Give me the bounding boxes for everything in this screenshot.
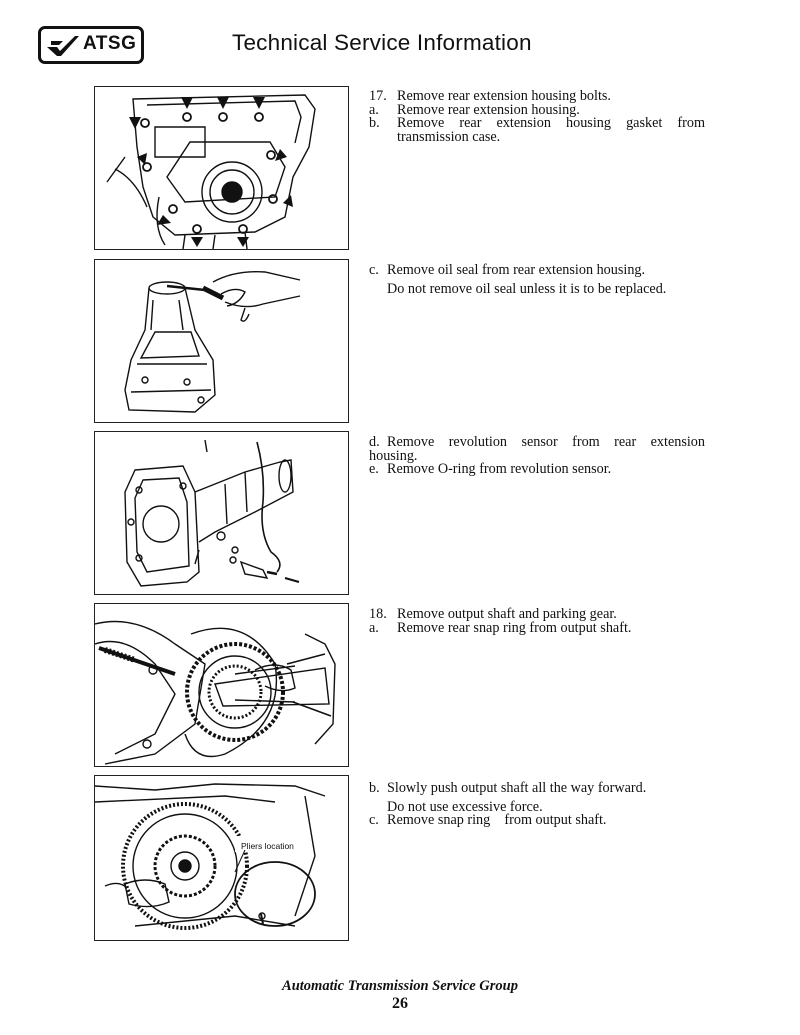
step-marker: c.	[369, 262, 379, 278]
step-marker: e.	[369, 461, 379, 478]
footer-organization: Automatic Transmission Service Group	[282, 978, 518, 994]
step-d-e-block	[369, 436, 705, 477]
step-text: Slowly push output shaft all the way forward.	[387, 780, 647, 796]
step-17-block	[369, 90, 705, 144]
step-text-continued: housing.	[369, 447, 418, 464]
step-marker: 18.	[369, 606, 387, 622]
step-text: Remove rear extension housing bolts.	[397, 88, 611, 104]
step-text: Remove output shaft and parking gear.	[397, 606, 617, 622]
pliers-location-label: Pliers location	[241, 841, 294, 851]
step-marker: a.	[369, 101, 379, 118]
step-text: Remove rear extension housing.	[397, 101, 580, 118]
figure-extension-housing-bolts	[94, 86, 349, 250]
step-marker: d.	[369, 434, 380, 450]
step-text: Remove snap ring from output shaft.	[387, 812, 607, 829]
step-marker: b.	[369, 115, 380, 132]
checkmark-icon	[45, 32, 81, 58]
step-b-c-block	[369, 782, 705, 828]
step-text: Remove O-ring from revolution sensor.	[387, 461, 612, 478]
step-text: Remove revolution sensor from rear extension	[387, 434, 705, 450]
figure-pliers-location	[94, 775, 349, 941]
step-marker: a.	[369, 619, 379, 636]
step-marker: c.	[369, 812, 379, 829]
figure-revolution-sensor	[94, 431, 349, 595]
step-note: Do not remove oil seal unless it is to be replaced.	[387, 280, 667, 297]
step-note: Do not use excessive force.	[387, 798, 543, 815]
step-text: Remove rear extension housing gasket from	[397, 115, 705, 132]
step-c-block	[369, 264, 705, 296]
figure-oil-seal-removal	[94, 259, 349, 423]
step-marker: 17.	[369, 88, 387, 104]
step-text: Remove rear snap ring from output shaft.	[397, 619, 632, 636]
step-text: Remove oil seal from rear extension housing.	[387, 262, 646, 278]
figure-rear-snap-ring	[94, 603, 349, 767]
step-18-block	[369, 608, 705, 635]
logo-text: ATSG	[83, 33, 137, 54]
page-title: Technical Service Information	[232, 30, 532, 55]
atsg-logo	[38, 26, 144, 64]
step-text-continued: transmission case.	[397, 128, 501, 145]
page-number: 26	[392, 995, 408, 1012]
step-marker: b.	[369, 780, 380, 796]
